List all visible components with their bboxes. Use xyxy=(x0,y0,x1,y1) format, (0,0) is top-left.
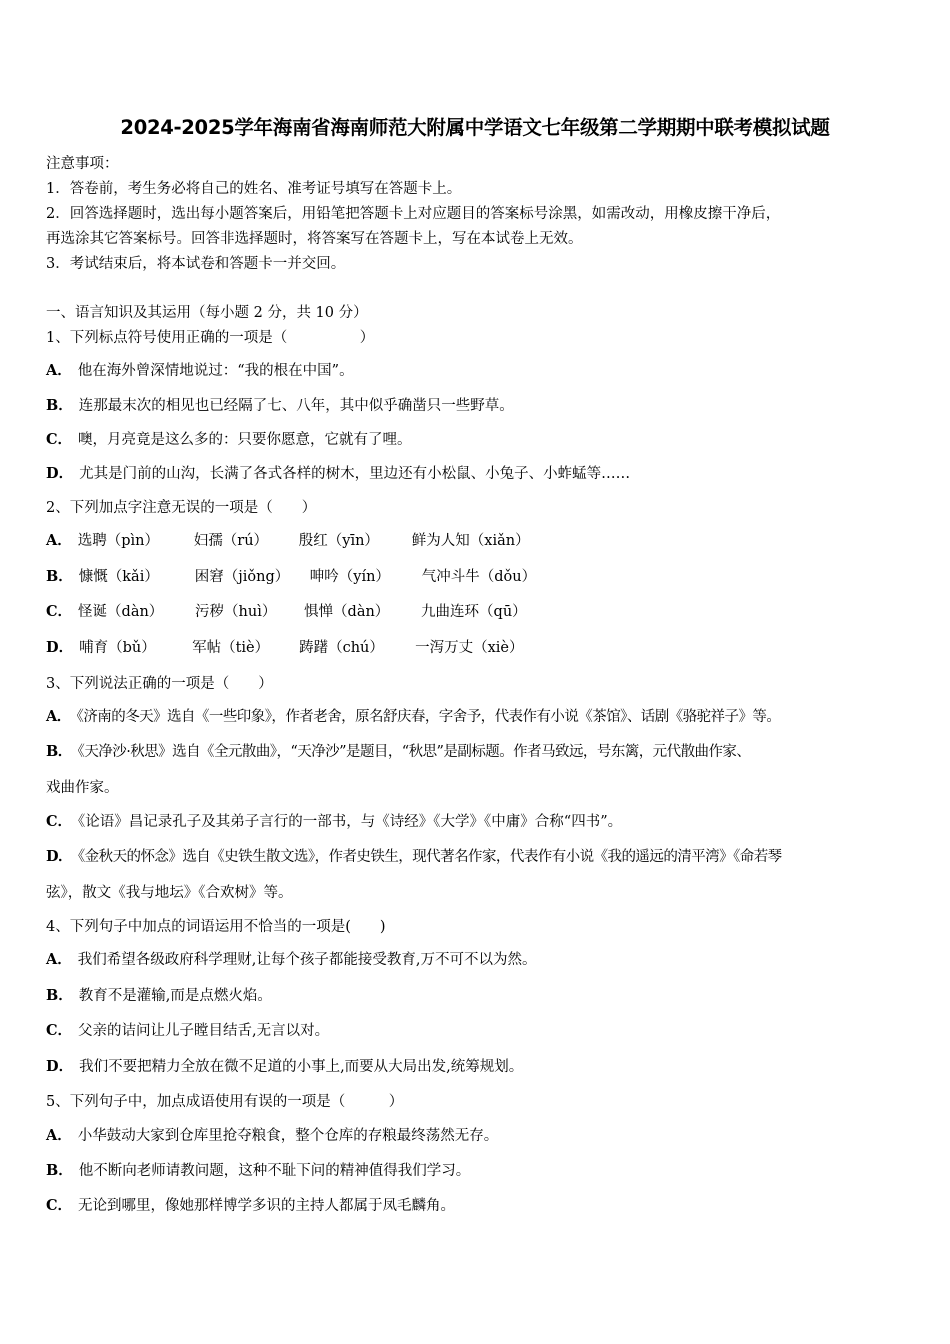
option-label: D． xyxy=(46,465,74,482)
question-5-option-c xyxy=(46,1194,455,1215)
option-label: C． xyxy=(46,1022,73,1039)
option-text: 《论语》昌记录孔子及其弟子言行的一部书，与《诗经》《大学》《中庸》合称“四书”。 xyxy=(78,814,623,830)
question-1-option-a xyxy=(46,359,354,380)
option-text: 小华鼓动大家到仓库里抢夺粮食，整个仓库的存粮最终荡然无存。 xyxy=(77,1128,499,1144)
question-3-option-a xyxy=(46,705,780,726)
question-4-stem: 4、下列句子中加点的词语运用不恰当的一项是( ) xyxy=(46,919,386,935)
option-word: 殷红（yīn） xyxy=(298,533,379,549)
option-label: D． xyxy=(46,639,74,656)
notice-heading: 注意事项： xyxy=(46,156,119,172)
question-1-stem: 1、下列标点符号使用正确的一项是（ ） xyxy=(46,330,375,346)
page-title: 2024-2025学年海南省海南师范大附属中学语文七年级第二学期期中联考模拟试题 xyxy=(120,116,830,139)
option-text: 教育不是灌输,而是点燃火焰。 xyxy=(78,988,272,1004)
option-label: B． xyxy=(46,568,73,585)
option-label: A． xyxy=(46,1127,72,1144)
option-label: D． xyxy=(46,1058,74,1075)
option-label: C． xyxy=(46,1197,73,1214)
option-label: A． xyxy=(46,532,72,549)
option-label: C． xyxy=(46,603,73,620)
notice-item-2: 2．回答选择题时，选出每小题答案后，用铅笔把答题卡上对应题目的答案标号涂黑，如需改动，用橡皮擦干净后， xyxy=(46,206,781,222)
option-word: 妇孺（rú） xyxy=(193,533,269,549)
option-word: 选聘（pìn） xyxy=(77,533,160,549)
option-text: 他在海外曾深情地说过：“我的根在中国”。 xyxy=(77,363,354,379)
option-word: 困窘（jiǒng） xyxy=(194,569,290,585)
question-4-option-b xyxy=(46,984,272,1005)
question-3-option-c xyxy=(46,810,622,831)
option-label: A． xyxy=(46,362,72,379)
option-label: B． xyxy=(46,1162,73,1179)
option-word: 慷慨（kǎi） xyxy=(78,569,159,585)
option-text: 我们不要把精力全放在微不足道的小事上,而要从大局出发,统筹规划。 xyxy=(79,1059,524,1075)
option-text: 连那最末次的相见也已经隔了七、八年，其中似乎确凿只一些野草。 xyxy=(78,398,514,414)
question-3-stem: 3、下列说法正确的一项是（ ） xyxy=(46,676,273,692)
option-label: B． xyxy=(46,987,73,1004)
option-word: 九曲连环（qū） xyxy=(421,604,527,620)
question-1-option-c xyxy=(46,428,412,449)
option-label: C． xyxy=(46,813,73,830)
notice-item-3: 3．考试结束后，将本试卷和答题卡一并交回。 xyxy=(46,256,346,272)
option-word: 呻吟（yín） xyxy=(309,569,390,585)
option-word: 踌躇（chú） xyxy=(299,640,384,656)
option-label: B． xyxy=(46,743,72,760)
option-label: A． xyxy=(46,951,72,968)
question-2-option-a xyxy=(46,529,530,550)
question-1-option-b xyxy=(46,394,514,415)
option-word: 鲜为人知（xiǎn） xyxy=(411,533,530,549)
question-4-option-c xyxy=(46,1019,329,1040)
question-3-option-b xyxy=(46,740,750,761)
section-heading: 一、语言知识及其运用（每小题 2 分，共 10 分） xyxy=(46,305,368,321)
option-word: 哺育（bǔ） xyxy=(79,640,156,656)
question-2-option-c xyxy=(46,600,527,621)
option-label: C． xyxy=(46,431,73,448)
question-2-option-b xyxy=(46,565,536,586)
option-text: 父亲的诘问让儿子瞠目结舌,无言以对。 xyxy=(78,1023,330,1039)
option-text: 噢，月亮竟是这么多的：只要你愿意，它就有了哩。 xyxy=(78,432,412,448)
option-text: 无论到哪里，像她那样博学多识的主持人都属于凤毛麟角。 xyxy=(78,1198,456,1214)
question-4-option-a xyxy=(46,948,536,969)
notice-item-1: 1．答卷前，考生务必将自己的姓名、准考证号填写在答题卡上。 xyxy=(46,181,462,197)
option-label: B． xyxy=(46,397,73,414)
notice-item-2-cont: 再选涂其它答案标号。回答非选择题时，将答案写在答题卡上，写在本试卷上无效。 xyxy=(46,231,583,247)
question-3-option-d-cont: 弦》，散文《我与地坛》《合欢树》等。 xyxy=(46,885,293,901)
option-text: 《金秋天的怀念》选自《史铁生散文选》，作者史铁生，现代著名作家，代表作有小说《我的遥远的清平湾》《命若琴 xyxy=(77,849,782,865)
question-3-option-d xyxy=(46,845,782,866)
question-2-option-d xyxy=(46,636,523,657)
option-word: 一泻万丈（xiè） xyxy=(415,640,524,656)
option-label: A． xyxy=(46,708,71,725)
question-2-stem: 2、下列加点字注意无误的一项是（ ） xyxy=(46,500,317,516)
question-1-option-d xyxy=(46,462,630,483)
option-text: 尤其是门前的山沟，长满了各式各样的树木，里边还有小松鼠、小兔子、小蚱蜢等…… xyxy=(79,466,631,482)
option-text: 我们希望各级政府科学理财,让每个孩子都能接受教育,万不可不以为然。 xyxy=(77,952,537,968)
option-word: 污秽（huì） xyxy=(195,604,277,620)
question-5-option-a xyxy=(46,1124,498,1145)
question-5-stem: 5、下列句子中，加点成语使用有误的一项是（ ） xyxy=(46,1094,404,1110)
question-4-option-d xyxy=(46,1055,523,1076)
option-text: 《天净沙·秋思》选自《全元散曲》，“天净沙”是题目，“秋思”是副标题。作者马致远，号东篱，元代散曲作家、 xyxy=(77,744,751,760)
question-3-option-b-cont: 戏曲作家。 xyxy=(46,780,119,796)
option-text: 他不断向老师请教问题，这种不耻下问的精神值得我们学习。 xyxy=(78,1163,471,1179)
question-5-option-b xyxy=(46,1159,470,1180)
option-word: 军帖（tiè） xyxy=(192,640,270,656)
option-word: 气冲斗牛（dǒu） xyxy=(421,569,537,585)
option-word: 怪诞（dàn） xyxy=(78,604,164,620)
option-text: 《济南的冬天》选自《一些印象》，作者老舍，原名舒庆春，字舍予，代表作有小说《茶馆》、话剧《骆驼祥子》等。 xyxy=(76,709,781,725)
option-label: D． xyxy=(46,848,72,865)
option-word: 惧惮（dàn） xyxy=(304,604,390,620)
